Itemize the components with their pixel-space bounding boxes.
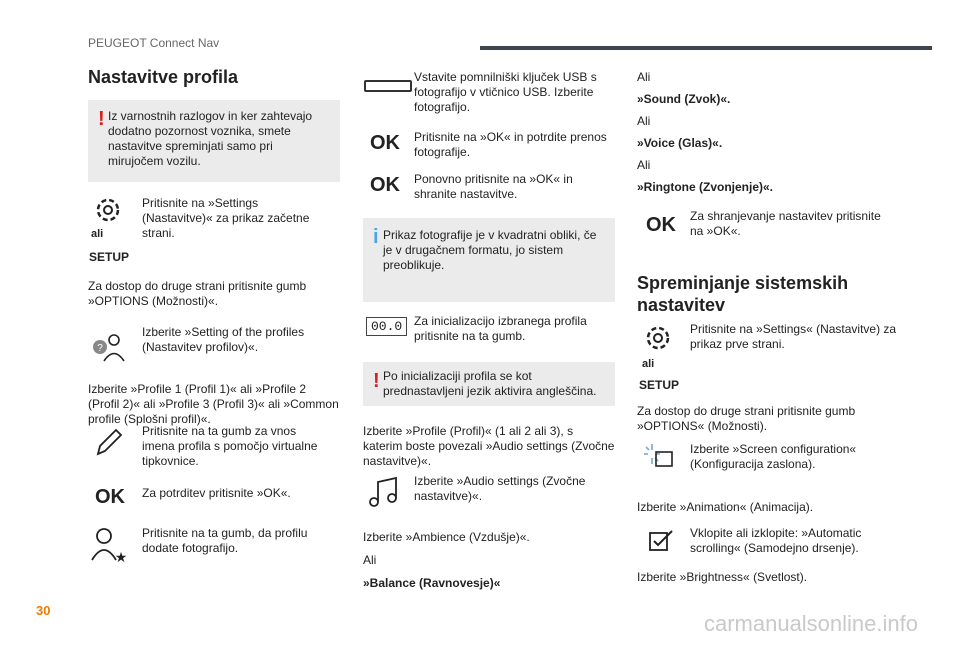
ali-label: ali <box>91 228 104 240</box>
reset-text: Za inicializacijo izbranega profila pritisnite na ta gumb. <box>414 314 587 343</box>
ambience-text: Izberite »Ambience (Vzdušje)«. <box>363 530 530 544</box>
ok-save-text: Ponovno pritisnite na »OK« in shranite nastavitve. <box>414 172 573 201</box>
page-number: 30 <box>36 603 51 618</box>
audio-text: Izberite »Audio settings (Zvočne nastavitve)«. <box>414 474 586 503</box>
scrolling-text: Vklopite ali izklopite: »Automatic scrolling« (Samodejno drsenje). <box>690 526 862 555</box>
brightness-text: Izberite »Brightness« (Svetlost). <box>637 570 808 584</box>
ringtone-text: »Ringtone (Zvonjenje)«. <box>637 180 774 194</box>
ali-text-3: Ali <box>637 158 651 172</box>
watermark: carmanualsonline.info <box>703 611 918 636</box>
gear-icon <box>92 194 124 226</box>
balance-text: »Balance (Ravnovesje)« <box>363 576 501 590</box>
ali-text-1: Ali <box>637 70 651 84</box>
select-profile-text: Izberite »Profile 1 (Profil 1)« ali »Profile 2 (Profil 2)« ali »Profile 3 (Profil 3)« ali »Common profile (Splošni profil)«. <box>88 382 339 426</box>
gear-icon-2 <box>642 322 674 354</box>
svg-text:★: ★ <box>114 550 128 564</box>
ok-save-text-col3: Za shranjevanje nastavitev pritisnite na »OK«. <box>690 209 881 238</box>
warning-icon: ! <box>98 108 105 130</box>
ali-text-2: Ali <box>637 114 651 128</box>
setup-button[interactable]: SETUP <box>89 250 130 264</box>
options-text: Za dostop do druge strani pritisnite gumb »OPTIONS (Možnosti)«. <box>88 279 307 308</box>
voice-text: »Voice (Glas)«. <box>637 136 723 150</box>
ali-label-col3: ali <box>642 358 655 370</box>
profile-question-icon <box>90 332 126 362</box>
options-text-col3: Za dostop do druge strani pritisnite gumb »OPTIONS« (Možnosti). <box>637 404 856 433</box>
section-title-profile: Nastavitve profila <box>88 67 239 87</box>
pencil-text: Pritisnite na ta gumb za vnos imena profila s pomočjo virtualne tipkovnice. <box>142 424 318 468</box>
add-photo-icon <box>90 526 130 564</box>
ok-button-col3[interactable]: OK <box>646 214 676 236</box>
select-profile2-text: Izberite »Profile (Profil)« (1 ali 2 ali 3), s katerim boste povezali »Audio settings (Zvočne nastavitve)«. <box>363 424 615 468</box>
settings-text: Pritisnite na »Settings (Nastavitve)« za prikaz začetne strani. <box>142 196 310 240</box>
pencil-icon <box>94 426 122 458</box>
screen-config-icon <box>642 442 674 470</box>
animation-text: Izberite »Animation« (Animacija). <box>637 500 814 514</box>
ok-button[interactable]: OK <box>95 486 125 508</box>
brand-header: PEUGEOT Connect Nav <box>88 36 220 50</box>
profiles-text: Izberite »Setting of the profiles (Nastavitev profilov)«. <box>142 325 305 354</box>
ok-confirm-text: Za potrditev pritisnite »OK«. <box>142 486 291 500</box>
warning-box-2 <box>363 362 615 406</box>
ali-text-col2: Ali <box>363 553 377 567</box>
info-icon: i <box>373 226 379 248</box>
photo-text: Pritisnite na ta gumb, da profilu dodate fotografijo. <box>142 526 308 555</box>
warning2-text: Po inicializaciji profila se kot prednastavljeni jezik aktivira angleščina. <box>383 369 597 398</box>
info-box <box>363 218 615 302</box>
header-bar <box>480 46 932 50</box>
info-text: Prikaz fotografije je v kvadratni obliki, če je v drugačnem formatu, jo sistem preoblikuje. <box>383 228 597 272</box>
ok-photo-text: Pritisnite na »OK« in potrdite prenos fotografije. <box>414 130 607 159</box>
sound-text: »Sound (Zvok)«. <box>637 92 731 106</box>
warning-box <box>88 100 340 182</box>
reset-counter-icon[interactable]: 00.0 <box>366 317 407 336</box>
warning-icon-2: ! <box>373 370 380 392</box>
audio-note-icon <box>366 474 402 508</box>
ok-button-save[interactable]: OK <box>370 174 400 196</box>
svg-text:?: ? <box>97 343 103 354</box>
usb-icon <box>364 80 412 92</box>
setup-button-col3[interactable]: SETUP <box>639 378 680 392</box>
warning-text: Iz varnostnih razlogov in ker zahtevajo dodatno pozornost voznika, smete nastavitve spreminjati samo pri mirujočem vozilu. <box>108 109 313 168</box>
settings-text-col3: Pritisnite na »Settings« (Nastavitve) za prikaz prve strani. <box>690 322 897 351</box>
ok-button-photo[interactable]: OK <box>370 132 400 154</box>
section-title-system: Spreminjanje sistemskih nastavitev <box>637 273 849 315</box>
screen-text: Izberite »Screen configuration« (Konfiguracija zaslona). <box>690 442 857 471</box>
checkbox-icon[interactable] <box>648 528 674 552</box>
usb-text: Vstavite pomnilniški ključek USB s fotografijo v vtičnico USB. Izberite fotografijo. <box>414 70 597 114</box>
